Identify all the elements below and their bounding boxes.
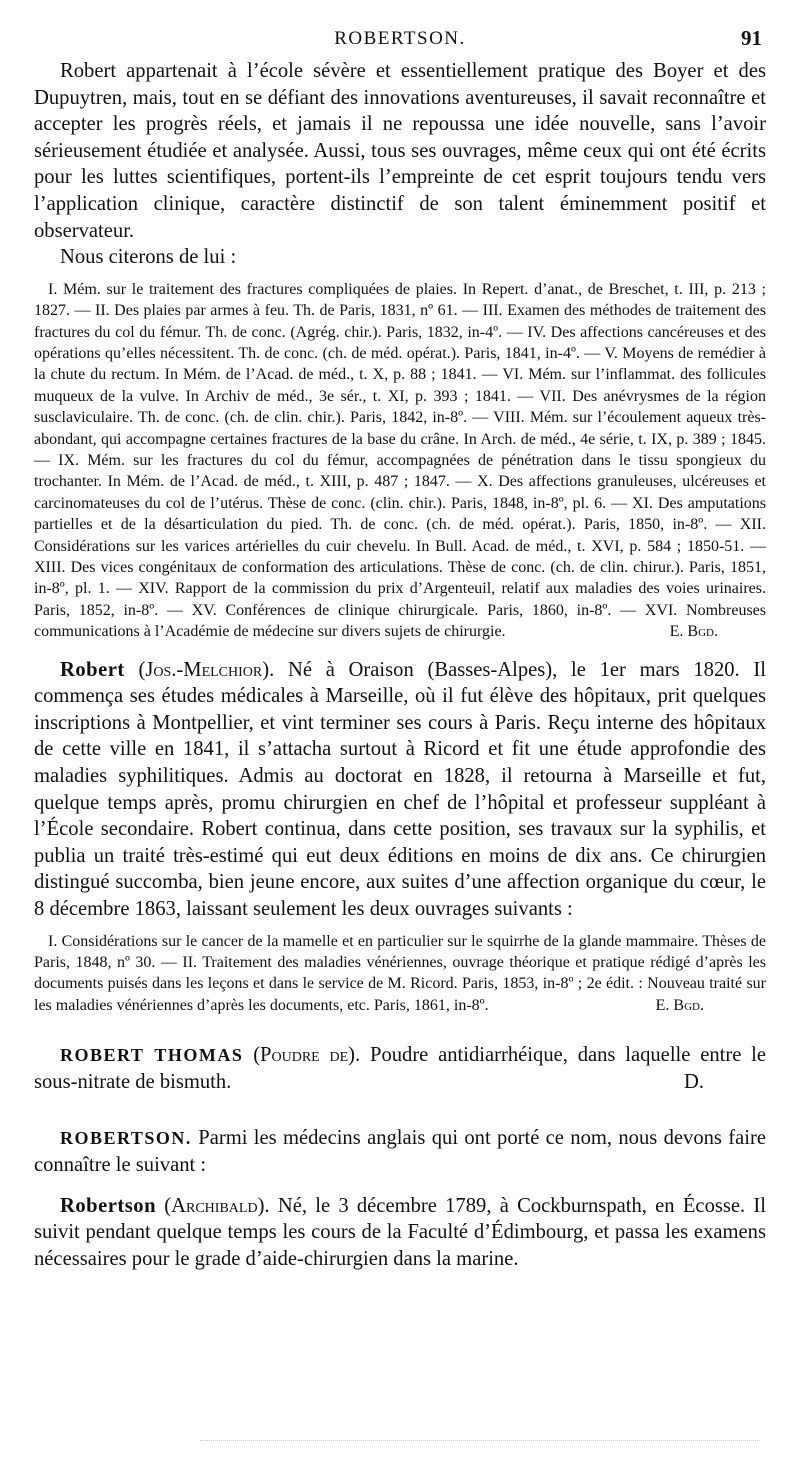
author-signature: E. Bgd. xyxy=(655,996,704,1014)
entry-text: Poudre antidiarrhéique, dans laquelle entre le sous-nitrate de bismuth. xyxy=(34,1044,766,1093)
bottom-divider xyxy=(200,1440,760,1441)
author-signature: D. xyxy=(683,1070,704,1093)
author-signature: E. Bgd. xyxy=(669,623,718,641)
entry-headword: ROBERT THOMAS xyxy=(60,1045,244,1066)
entry-text: Parmi les médecins anglais qui ont porté ce nom, nous devons faire connaître le suivant : xyxy=(34,1127,766,1176)
intro-lead: Nous citerons de lui : xyxy=(60,246,237,269)
bibliography-robert xyxy=(34,279,766,643)
intro-paragraph: Robert appartenait à l’école sévère et essentiellement pratique des Boyer et des Dupuytren, mais, tout en se défiant des innovations aventureuses, il savait reconnaître et accepter les progrès réels, et jamais il ne repoussa une idée nouvelle, sans l’avoir sérieusement étudiée et analysée. Aussi, tous ses ouvrages, même ceux qui ont été écrits pour les luttes scientifiques, portent-ils l’empreinte de cet esprit toujours tendu vers l’application clinique, caractère distinctif de son talent éminemment positif et observateur. xyxy=(34,60,766,242)
bibliography-text: I. Considérations sur le cancer de la mamelle et en particulier sur le squirrhe de la glande mammaire. Thèses de Paris, 1848, nº 30. — II. Traitement des maladies vénériennes, ouvrage théorique et pratique rédigé d’après les documents puisés dans les leçons et dans le service de M. Ricord. Paris, 1853, in-8º ; 2e édit. : Nouveau traité sur les maladies vénériennes d’après les documents, etc. Paris, 1861, in-8º. xyxy=(34,932,766,1014)
bibliography-robert-jos xyxy=(34,931,766,1017)
entry-text: Né, le 3 décembre 1789, à Cockburnspath, en Écosse. Il suivit pendant quelque temps les cours de la Faculté d’Édimbourg, et passa les examens nécessaires pour le grade d’aide-chirurgien dans la marine. xyxy=(34,1194,766,1270)
entry-given-names: (Jos.-Melchior). xyxy=(138,658,275,681)
entry-given-names: (Poudre de). xyxy=(253,1044,361,1067)
entry-headword: Robertson xyxy=(60,1194,157,1217)
running-header xyxy=(34,0,766,58)
entry-robert-jos-melchior xyxy=(34,657,766,923)
entry-robert-thomas xyxy=(34,1042,766,1095)
running-title: ROBERTSON. xyxy=(334,28,466,49)
entry-given-names: (Archibald). xyxy=(164,1194,270,1217)
entry-robertson-archibald xyxy=(34,1193,766,1273)
bibliography-text: I. Mém. sur le traitement des fractures compliquées de plaies. In Repert. d’anat., de Breschet, t. III, p. 213 ; 1827. — II. Des plaies par armes à feu. Th. de Paris, 1831, nº 61. — III. Examen des méthodes de traitement des fractures du col du fémur. Th. de conc. (Agrég. chir.). Paris, 1832, in-4º. — IV. Des affections cancéreuses et des opérations qu’elles nécessitent. Th. de conc. (ch. de méd. opérat.). Paris, 1841, in-4º. — V. Moyens de remédier à la chute du rectum. In Mém. de l’Acad. de méd., t. X, p. 88 ; 1841. — VI. Mém. sur l’inflammat. des follicules muqueux de la vulve. In Archiv de méd., 3e sér., t. XI, p. 393 ; 1841. — VII. Des anévrysmes de la région susclaviculaire. Th. de conc. (ch. de clin. chir.). Paris, 1842, in-8º. — VIII. Mém. sur l’écoulement aqueux très-abondant, qui accompagne certaines fractures de la base du crâne. In Arch. de méd., 4e série, t. IX, p. 389 ; 1845. — IX. Mém. sur les fractures du col du fémur, accompagnées de pénétration dans le tissu spongieux du trochanter. In Mém. de l’Acad. de méd., t. XIII, p. 487 ; 1847. — X. Des affections granuleuses, ulcéreuses et carcinomateuses du col de l’utérus. Thèse de conc. (clin. chir.). Paris, 1848, in-8º, pl. 6. — XI. Des amputations partielles et de la désarticulation du pied. Th. de conc. (ch. de méd. opérat.). Paris, 1850, in-8º. — XII. Considérations sur les varices artérielles du cuir chevelu. In Bull. Acad. de méd., t. XVI, p. 584 ; 1850-51. — XIII. Des vices congénitaux de conformation des articulations. Thèse de conc. (ch. de clin. chirur.). Paris, 1851, in-8º, pl. 1. — XIV. Rapport de la commission du prix d’Argenteuil, relatif aux maladies des voies urinaires. Paris, 1852, in-8º. — XV. Conférences de clinique chirurgicale. Paris, 1860, in-8º. — XVI. Nombreuses communications à l’Académie de médecine sur divers sujets de chirurgie. xyxy=(34,280,766,641)
page-number: 91 xyxy=(741,26,762,50)
entry-text: Né à Oraison (Basses-Alpes), le 1er mars 1820. Il commença ses études médicales à Marseille, où il fut élève des hôpitaux, prit quelques inscriptions à Montpellier, et vint terminer ses cours à Paris. Reçu interne des hôpitaux de cette ville en 1841, il s’attacha surtout à Ricord et fit une étude approfondie des maladies syphilitiques. Admis au doctorat en 1828, il retourna à Marseille et fut, quelque temps après, promu chirurgien en chef de l’hôpital et professeur suppléant à l’École secondaire. Robert continua, dans cette position, ses travaux sur la syphilis, et publia un traité très-estimé qui eut deux éditions en moins de dix ans. Ce chirurgien distingué succomba, bien jeune encore, aux suites d’une affection organique du cœur, le 8 décembre 1863, laissant seulement les deux ouvrages suivants : xyxy=(34,658,766,920)
entry-headword: Robert xyxy=(60,658,125,681)
entry-robertson xyxy=(34,1125,766,1178)
entry-headword: ROBERTSON. xyxy=(60,1128,192,1149)
